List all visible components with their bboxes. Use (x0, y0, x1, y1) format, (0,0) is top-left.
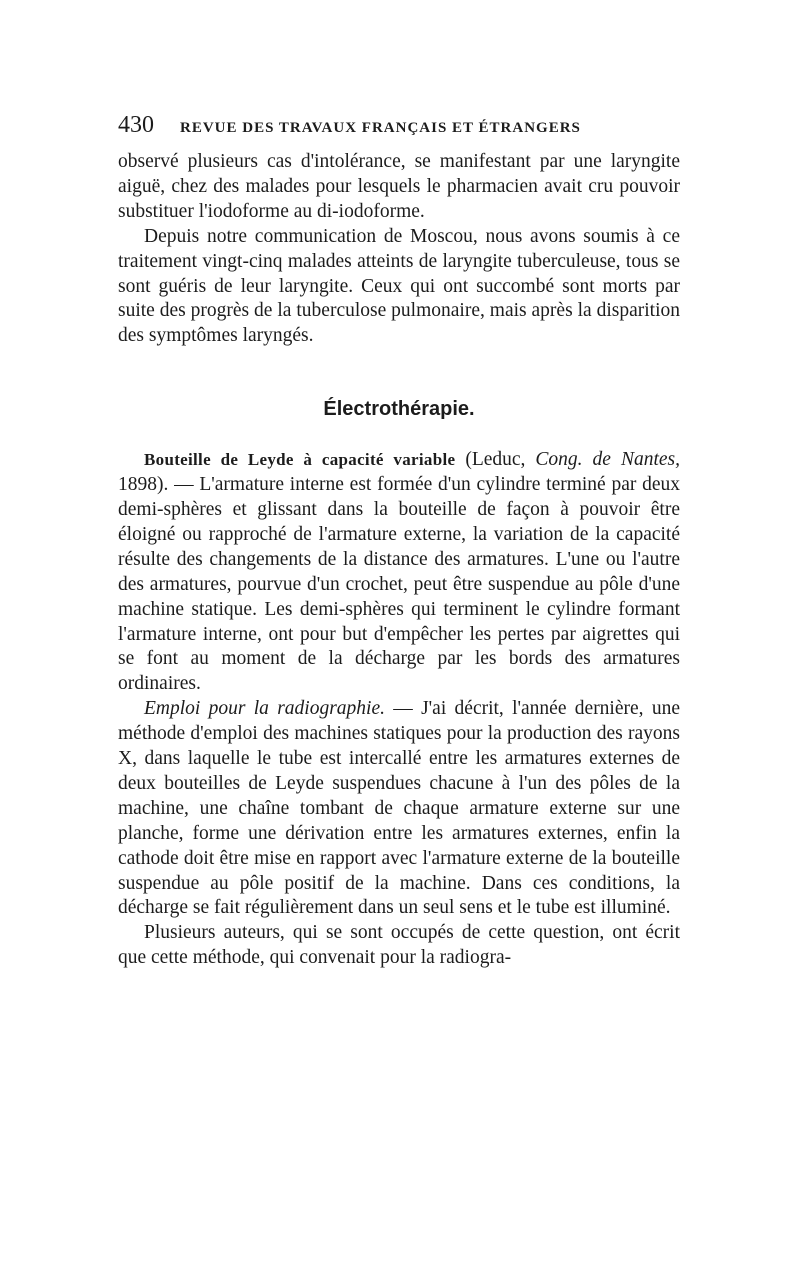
page-number: 430 (118, 112, 154, 138)
reference-open: (Leduc, (455, 449, 536, 471)
running-head (118, 112, 680, 139)
article-radiography (118, 697, 680, 921)
article-leyde-jar (118, 448, 680, 697)
paragraph-moscow: Depuis notre communication de Moscou, nous avons soumis à ce traitement vingt-cinq malades atteints de laryngite tuberculeuse, tous se sont guéris de leur laryngite. Ceux qui ont succombé sont morts par suite des progrès de la tuberculose pulmonaire, mais après la disparition des symptômes laryngés. (118, 225, 680, 347)
article-body: L'armature interne est formée d'un cylindre terminé par deux demi-sphères et glissant dans la bouteille de façon à pouvoir être éloigné ou rapproché de l'armature externe, la variation de la capacité résulte des changements de la distance des armatures. L'une ou l'autre des armatures, pourvue d'un crochet, peut être suspendue au pôle d'une machine statique. Les demi-sphères qui terminent le cylindre formant l'armature interne, ont pour but d'empêcher les pertes par aigrettes qui se font au moment de la décharge par les bords des armatures ordinaires. (118, 474, 680, 695)
reference-venue: Cong. de Nantes, (535, 449, 680, 471)
paragraph-continuation: observé plusieurs cas d'intolérance, se manifestant par une laryngite aiguë, chez des malades pour lesquels le pharmacien avait cru pouvoir substituer l'iodoforme au di-iodoforme. (118, 151, 680, 222)
journal-title: REVUE DES TRAVAUX FRANÇAIS ET ÉTRANGERS (180, 120, 581, 136)
article-title: Bouteille de Leyde à capacité variable (144, 450, 456, 470)
paragraph-last: Plusieurs auteurs, qui se sont occupés de cette question, ont écrit que cette méthode, qui convenait pour la radiogra- (118, 922, 680, 969)
article-subtitle: Emploi pour la radiographie. (144, 698, 385, 720)
reference-close: 1898). — (118, 474, 200, 496)
body-text (118, 150, 680, 971)
section-heading: Électrothérapie. (323, 398, 475, 421)
article-body: — J'ai décrit, l'année dernière, une méthode d'emploi des machines statiques pour la production des rayons X, dans laquelle le tube est intercallé entre les armatures externes de deux bouteilles de Leyde suspendues chacune à l'un des pôles de la machine, une chaîne tombant de chaque armature externe sur une planche, forme une dérivation entre les armatures externes, enfin la cathode doit être mise en rapport avec l'armature externe de la bouteille suspendue au pôle positif de la machine. Dans ces conditions, la décharge se fait régulièrement dans un seul sens et le tube est illuminé. (118, 698, 680, 919)
